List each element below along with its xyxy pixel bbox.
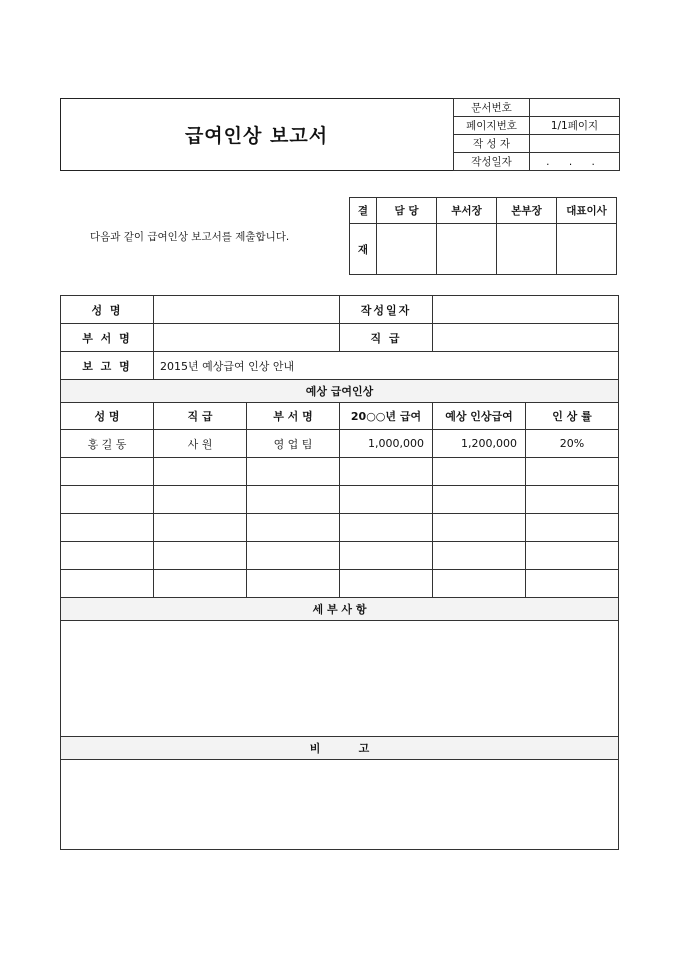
meta-label-doc-number: 문서번호 <box>454 99 530 117</box>
approval-sign-ceo[interactable] <box>557 224 617 275</box>
meta-value-doc-number[interactable] <box>530 99 620 117</box>
approval-label-top: 결 <box>350 198 377 224</box>
info-rank-value[interactable] <box>433 324 619 352</box>
approval-role-division-head: 본부장 <box>497 198 557 224</box>
raise-cell-current-salary[interactable] <box>340 514 433 542</box>
remarks-content[interactable] <box>61 760 619 850</box>
raise-cell-rank[interactable] <box>154 514 247 542</box>
approval-role-dept-head: 부서장 <box>437 198 497 224</box>
info-rank-label: 직 급 <box>340 324 433 352</box>
raise-col-expected-salary: 예상 인상급여 <box>433 403 526 430</box>
raise-cell-name[interactable] <box>61 514 154 542</box>
raise-cell-expected-salary[interactable] <box>433 486 526 514</box>
raise-cell-dept[interactable] <box>247 570 340 598</box>
raise-cell-raise-rate[interactable] <box>526 514 619 542</box>
raise-cell-expected-salary[interactable] <box>433 458 526 486</box>
info-dept-value[interactable] <box>154 324 340 352</box>
raise-cell-current-salary[interactable] <box>340 542 433 570</box>
details-section-title: 세 부 사 항 <box>61 598 619 621</box>
document-meta-table <box>453 98 620 171</box>
raise-cell-rank[interactable] <box>154 542 247 570</box>
raise-cell-rank[interactable] <box>154 486 247 514</box>
raise-col-dept: 부 서 명 <box>247 403 340 430</box>
approval-label-bottom: 재 <box>350 224 377 275</box>
raise-cell-dept[interactable] <box>247 514 340 542</box>
info-name-label: 성 명 <box>61 296 154 324</box>
document-title: 급여인상 보고서 <box>184 125 329 147</box>
intro-text: 다음과 같이 급여인상 보고서를 제출합니다. <box>90 231 290 243</box>
raise-cell-raise-rate[interactable] <box>526 542 619 570</box>
approval-role-ceo: 대표이사 <box>557 198 617 224</box>
remarks-section-title: 비 고 <box>61 737 619 760</box>
raise-col-name: 성 명 <box>61 403 154 430</box>
raise-cell-rank[interactable] <box>154 570 247 598</box>
raise-section-title: 예상 급여인상 <box>61 380 619 403</box>
raise-cell-name[interactable] <box>61 570 154 598</box>
meta-label-page-number: 페이지번호 <box>454 117 530 135</box>
raise-col-rank: 직 급 <box>154 403 247 430</box>
raise-cell-current-salary[interactable]: 1,000,000 <box>340 430 433 458</box>
approval-role-staff: 담 당 <box>377 198 437 224</box>
raise-cell-rank[interactable] <box>154 458 247 486</box>
raise-cell-name[interactable] <box>61 458 154 486</box>
raise-cell-current-salary[interactable] <box>340 486 433 514</box>
info-date-label: 작성일자 <box>340 296 433 324</box>
raise-cell-raise-rate[interactable] <box>526 570 619 598</box>
raise-cell-raise-rate[interactable] <box>526 486 619 514</box>
raise-cell-name[interactable] <box>61 486 154 514</box>
approval-sign-division-head[interactable] <box>497 224 557 275</box>
raise-cell-name[interactable]: 홍 길 동 <box>61 430 154 458</box>
raise-cell-expected-salary[interactable] <box>433 570 526 598</box>
table-row <box>61 430 619 458</box>
raise-cell-rank[interactable]: 사 원 <box>154 430 247 458</box>
info-dept-label: 부 서 명 <box>61 324 154 352</box>
approval-sign-dept-head[interactable] <box>437 224 497 275</box>
table-row <box>61 514 619 542</box>
raise-cell-dept[interactable]: 영 업 팀 <box>247 430 340 458</box>
raise-col-current-salary: 20○○년 급여 <box>340 403 433 430</box>
raise-col-raise-rate: 인 상 률 <box>526 403 619 430</box>
table-row <box>61 570 619 598</box>
meta-label-author: 작 성 자 <box>454 135 530 153</box>
meta-value-date[interactable]: . . . <box>530 153 620 171</box>
meta-value-author[interactable] <box>530 135 620 153</box>
info-report-value[interactable]: 2015년 예상급여 인상 안내 <box>154 352 619 380</box>
table-row <box>61 542 619 570</box>
info-report-label: 보 고 명 <box>61 352 154 380</box>
details-content[interactable] <box>61 621 619 737</box>
raise-cell-raise-rate[interactable] <box>526 458 619 486</box>
raise-cell-expected-salary[interactable] <box>433 514 526 542</box>
raise-cell-dept[interactable] <box>247 458 340 486</box>
raise-cell-raise-rate[interactable]: 20% <box>526 430 619 458</box>
raise-cell-current-salary[interactable] <box>340 570 433 598</box>
raise-cell-expected-salary[interactable] <box>433 542 526 570</box>
table-row <box>61 458 619 486</box>
raise-cell-expected-salary[interactable]: 1,200,000 <box>433 430 526 458</box>
meta-label-date: 작성일자 <box>454 153 530 171</box>
raise-cell-dept[interactable] <box>247 486 340 514</box>
report-main-table <box>60 295 619 850</box>
meta-value-page-number: 1/1페이지 <box>530 117 620 135</box>
raise-cell-name[interactable] <box>61 542 154 570</box>
approval-sign-staff[interactable] <box>377 224 437 275</box>
raise-cell-dept[interactable] <box>247 542 340 570</box>
approval-box <box>349 197 617 275</box>
info-date-value[interactable] <box>433 296 619 324</box>
info-name-value[interactable] <box>154 296 340 324</box>
raise-cell-current-salary[interactable] <box>340 458 433 486</box>
table-row <box>61 486 619 514</box>
